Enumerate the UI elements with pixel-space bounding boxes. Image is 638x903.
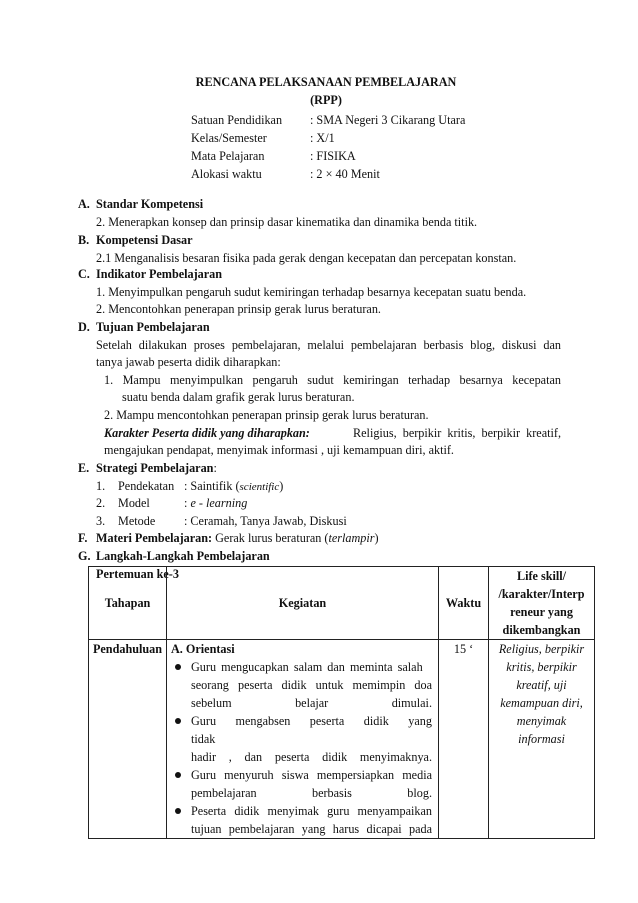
- list-item: [171, 766, 432, 802]
- life-line: kreatif, uji: [516, 678, 567, 692]
- row-waktu: 15 ‘: [439, 640, 489, 839]
- list-line: Guru menyuruh siswa mempersiapkan media: [191, 768, 432, 782]
- header-life-line: /karakter/Interp: [498, 587, 585, 601]
- section-letter: C.: [78, 267, 90, 281]
- list-line: [191, 658, 432, 676]
- life-line: kritis, berpikir: [506, 660, 577, 674]
- item-num: 3.: [96, 514, 106, 528]
- item-label: Pendekatan: [118, 479, 175, 493]
- section-text-end: ): [374, 531, 379, 545]
- meta-value: : FISIKA: [310, 149, 356, 163]
- section-d-item-1-line-1: 1. Mampu menyimpulkan pengaruh sudut kemiringan terhadap besarnya kecepatan: [104, 373, 561, 387]
- meeting-label: Pertemuan ke-3: [96, 567, 179, 581]
- section-c-item-1: 1. Menyimpulkan pengaruh sudut kemiringan terhadap besarnya kecepatan suatu benda.: [96, 285, 527, 299]
- section-text-italic: terlampir: [328, 531, 375, 545]
- section-e-heading: [78, 459, 217, 477]
- item-value-italic: e - learning: [190, 496, 248, 510]
- list-item: [171, 712, 432, 766]
- item-value: : Saintifik (: [184, 479, 240, 493]
- row-subheading: A. Orientasi: [171, 642, 235, 656]
- life-line: Religius, berpikir: [498, 642, 585, 656]
- section-a-heading: [78, 195, 203, 213]
- karakter-values: Religius, berpikir kritis, berpikir kreatif,: [353, 426, 561, 440]
- list-line: tujuan pembelajaran yang harus dicapai pada: [191, 822, 432, 836]
- section-c-item-2: 2. Mencontohkan penerapan prinsip gerak lurus beraturan.: [96, 302, 381, 316]
- header-life-line: reneur yang: [510, 605, 573, 619]
- item-value-italic: scientific: [239, 481, 280, 493]
- row-tahapan: Pendahuluan: [89, 640, 167, 839]
- section-title: Langkah-Langkah Pembelajaran: [96, 549, 270, 563]
- header-kegiatan: Kegiatan: [167, 567, 439, 640]
- section-b-heading: [78, 231, 192, 249]
- meta-value: : X/1: [310, 131, 335, 145]
- section-letter: G.: [78, 549, 91, 563]
- meta-label: Kelas/Semester: [191, 131, 267, 145]
- table-row: [89, 640, 595, 839]
- meta-value: : 2 × 40 Menit: [310, 167, 380, 181]
- section-letter: D.: [78, 320, 90, 334]
- section-letter: B.: [78, 233, 90, 247]
- list-line: Peserta didik menyimak guru menyampaikan: [191, 804, 432, 818]
- list-item: [171, 658, 432, 712]
- section-b-item: 2.1 Menganalisis besaran fisika pada gerak dengan kecepatan dan percepatan konstan.: [96, 251, 517, 265]
- item-label: Model: [118, 496, 150, 510]
- document-subtitle: (RPP): [310, 93, 342, 107]
- item-num: 1.: [96, 479, 106, 493]
- section-letter: A.: [78, 197, 90, 211]
- section-title: Indikator Pembelajaran: [96, 267, 223, 281]
- life-line: informasi: [518, 732, 565, 746]
- table-header-row: [89, 567, 595, 640]
- meta-row-satuan: [191, 111, 465, 129]
- section-d-heading: [78, 318, 210, 336]
- section-letter: F.: [78, 531, 88, 545]
- list-line: seorang peserta didik untuk memimpin doa: [191, 678, 432, 692]
- section-title: Standar Kompetensi: [96, 197, 204, 211]
- section-f-heading: [78, 529, 379, 547]
- section-g-heading: [78, 547, 270, 565]
- header-life-line: Life skill/: [516, 569, 567, 583]
- list-line: hadir , dan peserta didik menyimaknya.: [191, 750, 432, 764]
- karakter-label: Karakter Peserta didik yang diharapkan:: [104, 426, 310, 440]
- section-d-intro-line-1: Setelah dilakukan proses pembelajaran, melalui pembelajaran berbasis blog, diskusi dan: [96, 338, 561, 352]
- section-d-karakter-line-2: mengajukan pendapat, menyimak informasi , uji kemampuan diri, aktif.: [104, 443, 454, 457]
- item-label: Metode: [118, 514, 156, 528]
- section-title: Materi Pembelajaran:: [96, 531, 213, 545]
- steps-table: [88, 566, 595, 839]
- header-life-line: dikembangkan: [502, 623, 581, 637]
- section-text: Gerak lurus beraturan (: [212, 531, 329, 545]
- list-item: [171, 802, 432, 838]
- row-life-skill: [489, 640, 595, 839]
- item-value: :: [184, 496, 191, 510]
- strategy-item-3: [96, 512, 347, 530]
- header-life-skill: [489, 567, 595, 640]
- list-line: Guru mengabsen peserta didik yang tidak: [191, 714, 432, 746]
- meta-row-mapel: [191, 147, 356, 165]
- section-title: Tujuan Pembelajaran: [96, 320, 210, 334]
- activity-list: [171, 658, 432, 838]
- list-line: pembelajaran berbasis blog.: [191, 786, 432, 800]
- life-line: menyimak: [516, 714, 567, 728]
- list-line: sebelum belajar dimulai.: [191, 696, 432, 710]
- meta-label: Satuan Pendidikan: [191, 113, 283, 127]
- section-d-karakter-line-1: [104, 424, 561, 442]
- section-d-item-1-line-2: suatu benda dalam grafik gerak lurus beraturan.: [122, 390, 355, 404]
- life-line: kemampuan diri,: [500, 696, 583, 710]
- section-d-intro-line-2: tanya jawab peserta didik diharapkan:: [96, 355, 281, 369]
- meta-row-alokasi: [191, 165, 380, 183]
- header-tahapan: Tahapan: [89, 567, 167, 640]
- section-c-heading: [78, 265, 222, 283]
- header-waktu: Waktu: [439, 567, 489, 640]
- meta-value: : SMA Negeri 3 Cikarang Utara: [310, 113, 466, 127]
- item-value: : Ceramah, Tanya Jawab, Diskusi: [184, 514, 347, 528]
- meta-row-kelas: [191, 129, 335, 147]
- line-text: Guru mengucapkan salam dan meminta salah: [191, 660, 423, 674]
- section-letter: E.: [78, 461, 90, 475]
- section-title: Kompetensi Dasar: [96, 233, 193, 247]
- section-title: Strategi Pembelajaran: [96, 461, 214, 475]
- meta-label: Alokasi waktu: [191, 167, 262, 181]
- section-colon: :: [213, 461, 217, 475]
- strategy-item-2: [96, 494, 247, 512]
- item-num: 2.: [96, 496, 106, 510]
- document-title: RENCANA PELAKSANAAN PEMBELAJARAN: [195, 75, 457, 89]
- section-a-item: 2. Menerapkan konsep dan prinsip dasar kinematika dan dinamika benda titik.: [96, 215, 478, 229]
- section-d-item-2: 2. Mampu mencontohkan penerapan prinsip gerak lurus beraturan.: [104, 408, 429, 422]
- row-kegiatan: [167, 640, 439, 839]
- item-value-end: ): [279, 479, 284, 493]
- meta-label: Mata Pelajaran: [191, 149, 265, 163]
